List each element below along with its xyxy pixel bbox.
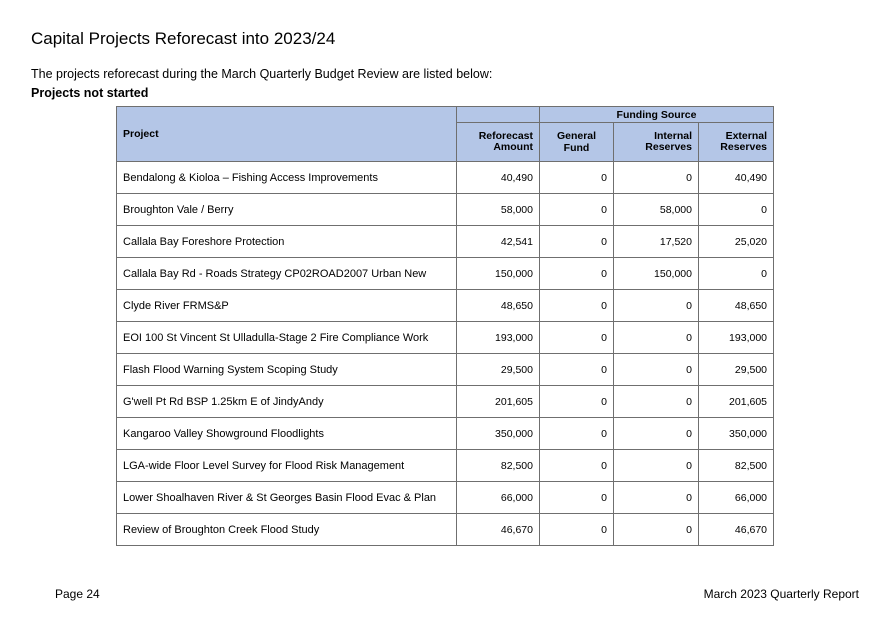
project-name: Callala Bay Rd - Roads Strategy CP02ROAD2007 Urban New xyxy=(117,258,457,290)
general-fund-amount: 0 xyxy=(540,162,614,194)
column-header-internal-reserves xyxy=(614,123,699,162)
reforecast-amount: 46,670 xyxy=(457,514,540,546)
project-name: Broughton Vale / Berry xyxy=(117,194,457,226)
internal-reserves-amount: 0 xyxy=(614,482,699,514)
section-subheading: Projects not started xyxy=(31,86,149,100)
external-reserves-amount: 82,500 xyxy=(699,450,774,482)
reforecast-amount: 40,490 xyxy=(457,162,540,194)
column-header-reforecast xyxy=(457,123,540,162)
table-row xyxy=(117,418,774,450)
table-row xyxy=(117,194,774,226)
column-header-internal-line1: Internal xyxy=(654,130,692,142)
reforecast-amount: 150,000 xyxy=(457,258,540,290)
internal-reserves-amount: 0 xyxy=(614,450,699,482)
page-title: Capital Projects Reforecast into 2023/24 xyxy=(31,29,336,48)
external-reserves-amount: 40,490 xyxy=(699,162,774,194)
internal-reserves-amount: 58,000 xyxy=(614,194,699,226)
internal-reserves-amount: 0 xyxy=(614,514,699,546)
table-row xyxy=(117,226,774,258)
external-reserves-amount: 66,000 xyxy=(699,482,774,514)
column-header-external-line1: External xyxy=(725,130,768,142)
table-row xyxy=(117,290,774,322)
reforecast-amount: 58,000 xyxy=(457,194,540,226)
general-fund-amount: 0 xyxy=(540,194,614,226)
reforecast-amount: 350,000 xyxy=(457,418,540,450)
table-row xyxy=(117,322,774,354)
general-fund-amount: 0 xyxy=(540,418,614,450)
general-fund-amount: 0 xyxy=(540,258,614,290)
project-name: Callala Bay Foreshore Protection xyxy=(117,226,457,258)
general-fund-amount: 0 xyxy=(540,482,614,514)
internal-reserves-amount: 0 xyxy=(614,418,699,450)
general-fund-amount: 0 xyxy=(540,226,614,258)
internal-reserves-amount: 17,520 xyxy=(614,226,699,258)
report-name: March 2023 Quarterly Report xyxy=(703,587,859,601)
project-name: LGA-wide Floor Level Survey for Flood Risk Management xyxy=(117,450,457,482)
table-row xyxy=(117,450,774,482)
external-reserves-amount: 201,605 xyxy=(699,386,774,418)
general-fund-amount: 0 xyxy=(540,386,614,418)
table-row xyxy=(117,386,774,418)
project-name: G'well Pt Rd BSP 1.25km E of JindyAndy xyxy=(117,386,457,418)
project-name: Review of Broughton Creek Flood Study xyxy=(117,514,457,546)
external-reserves-amount: 29,500 xyxy=(699,354,774,386)
project-name: Lower Shoalhaven River & St Georges Basin Flood Evac & Plan xyxy=(117,482,457,514)
external-reserves-amount: 0 xyxy=(699,194,774,226)
column-header-project: Project xyxy=(117,107,457,162)
table-row xyxy=(117,514,774,546)
reforecast-amount: 201,605 xyxy=(457,386,540,418)
reforecast-amount: 82,500 xyxy=(457,450,540,482)
column-header-internal-line2: Reserves xyxy=(645,141,692,153)
column-header-external-line2: Reserves xyxy=(720,141,768,153)
general-fund-amount: 0 xyxy=(540,450,614,482)
column-header-reforecast-line2: Amount xyxy=(493,141,533,153)
external-reserves-amount: 46,670 xyxy=(699,514,774,546)
reforecast-amount: 66,000 xyxy=(457,482,540,514)
reforecast-amount: 48,650 xyxy=(457,290,540,322)
project-name: Clyde River FRMS&P xyxy=(117,290,457,322)
internal-reserves-amount: 0 xyxy=(614,386,699,418)
column-header-general-fund: General Fund xyxy=(540,123,614,162)
project-name: Flash Flood Warning System Scoping Study xyxy=(117,354,457,386)
internal-reserves-amount: 0 xyxy=(614,322,699,354)
table-header-row-top xyxy=(117,107,774,123)
general-fund-amount: 0 xyxy=(540,322,614,354)
general-fund-amount: 0 xyxy=(540,514,614,546)
column-header-external-reserves xyxy=(699,123,774,162)
external-reserves-amount: 48,650 xyxy=(699,290,774,322)
table-row xyxy=(117,258,774,290)
external-reserves-amount: 350,000 xyxy=(699,418,774,450)
project-name: Kangaroo Valley Showground Floodlights xyxy=(117,418,457,450)
column-header-reforecast-line1: Reforecast xyxy=(478,130,533,142)
column-header-blank xyxy=(457,107,540,123)
funding-source-header: Funding Source xyxy=(540,107,774,123)
internal-reserves-amount: 150,000 xyxy=(614,258,699,290)
external-reserves-amount: 25,020 xyxy=(699,226,774,258)
reforecast-amount: 193,000 xyxy=(457,322,540,354)
table-row xyxy=(117,162,774,194)
table-row xyxy=(117,482,774,514)
page-number: Page 24 xyxy=(55,587,100,601)
reforecast-amount: 29,500 xyxy=(457,354,540,386)
table-row xyxy=(117,354,774,386)
external-reserves-amount: 0 xyxy=(699,258,774,290)
internal-reserves-amount: 0 xyxy=(614,290,699,322)
internal-reserves-amount: 0 xyxy=(614,162,699,194)
internal-reserves-amount: 0 xyxy=(614,354,699,386)
reforecast-amount: 42,541 xyxy=(457,226,540,258)
intro-text: The projects reforecast during the March Quarterly Budget Review are listed below: xyxy=(31,67,493,81)
general-fund-amount: 0 xyxy=(540,290,614,322)
projects-table xyxy=(116,106,774,546)
project-name: EOI 100 St Vincent St Ulladulla-Stage 2 Fire Compliance Work xyxy=(117,322,457,354)
external-reserves-amount: 193,000 xyxy=(699,322,774,354)
project-name: Bendalong & Kioloa – Fishing Access Improvements xyxy=(117,162,457,194)
general-fund-amount: 0 xyxy=(540,354,614,386)
